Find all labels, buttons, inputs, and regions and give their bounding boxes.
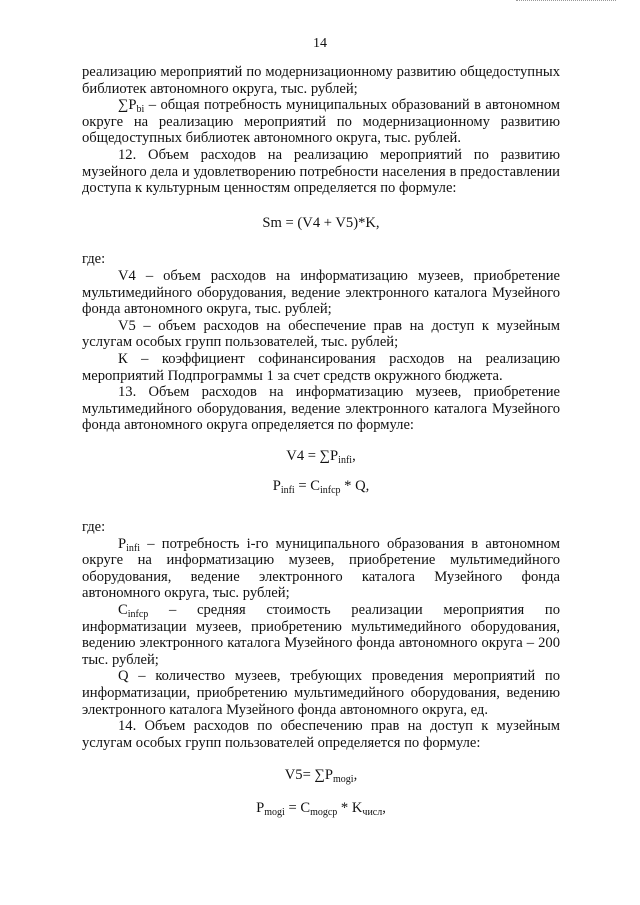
formula-v5-sub: mogi [333,774,354,786]
formula-pinfi-p: P [272,478,281,495]
paragraph-14: 14. Объем расходов по обеспечению прав на доступ к музейным услугам особых групп пользователей определяется по формуле: [82,718,560,751]
formula-pinfi-eq: = C [294,478,320,495]
paragraph-cinfcp-definition [82,602,560,668]
paragraph-continuation: реализацию мероприятий по модернизационному развитию общедоступных библиотек автономного округа, тыс. рублей; [82,64,560,97]
page-number: 14 [313,36,327,51]
formula-pmogi-ksub: числ [362,806,383,818]
paragraph-k-definition: К – коэффициент софинансирования расходов на реализацию мероприятий Подпрограммы 1 за счет средств окружного бюджета. [82,350,560,384]
paragraph-q-definition: Q – количество музеев, требующих проведения мероприятий по информатизации, приобретению мультимедийного оборудования, ведению электронного каталога Музейного фонда автономного округа, ед. [82,668,560,718]
formula-sm: Sm = (V4 + V5)*K, [262,214,380,231]
formula-pmogi-eq: = C [284,799,311,816]
pinfi-symbol-sub: infi [126,542,141,554]
paragraph-v4-definition: V4 – объем расходов на информатизацию музеев, приобретение мультимедийного оборудования, ведение электронного каталога Музейного фонда автономного округа, тыс. рублей; [82,267,560,318]
paragraph-pinfi-definition [82,536,560,602]
formula-pmogi [82,784,560,817]
formula-v5 [82,751,560,784]
paragraph-12: 12. Объем расходов на реализацию мероприятий по развитию музейного дела и удовлетворению потребности населения в предоставлении доступа к культурным ценностям определяется по формуле: [82,146,560,197]
formula-v4-lhs: V4 = ∑P [286,447,339,464]
paragraph-v5-definition: V5 – объем расходов на обеспечение прав на доступ к музейным услугам особых групп пользователей, тыс. рублей; [82,317,560,351]
formula-pmogi-p: P [256,799,265,816]
formula-v5-tail: , [353,767,358,784]
formula-v4 [82,434,560,465]
formula-pmogi-csub: mogcp [310,806,338,818]
cinfcp-symbol: C [118,602,128,619]
formula-pinfi-csub: infcp [319,485,341,497]
scan-mark [516,0,616,4]
cinfcp-text: – средняя стоимость реализации мероприятия по информатизации музеев, приобретению мультимедийного оборудования, ведению электронного каталога Музейного фонда автономного округа – 200 тыс. рублей; [82,602,560,668]
formula-pmogi-psub: mogi [264,806,285,818]
where-label-2: где: [82,519,106,536]
formula-pinfi-psub: infi [280,485,295,497]
formula-pmogi-mid: * K [337,799,363,816]
formula-pinfi-tail: * Q, [340,478,370,495]
pinfi-symbol: P [118,535,127,552]
cinfcp-symbol-sub: infcp [127,609,149,621]
paragraph-sum-pbi: $\sum P_{bi}$ – общая потребность муниципальных образований в автономном округе на реализацию мероприятий по модернизационному развитию общедоступных библиотек автономного округа, тыс. рублей. [82,97,560,147]
formula-pmogi-tail: , [382,799,386,816]
formula-pinfi [82,464,560,519]
formula-v4-tail: , [352,447,356,464]
paragraph-13: 13. Объем расходов на информатизацию музеев, приобретение мультимедийного оборудования, ведение электронного каталога Музейного фонда автономного округа определяется по формуле: [82,384,560,434]
formula-v5-lhs: V5= ∑P [284,767,334,784]
document-body [82,64,560,817]
pinfi-text: – потребность i-го муниципального образования в автономном округе на информатизацию музеев, приобретение мультимедийного оборудования, ведение электронного каталога Музейного фонда автономного округа, тыс. рублей; [82,535,560,602]
formula-v4-sub: infi [338,454,353,466]
where-label-1: где: [82,251,106,268]
